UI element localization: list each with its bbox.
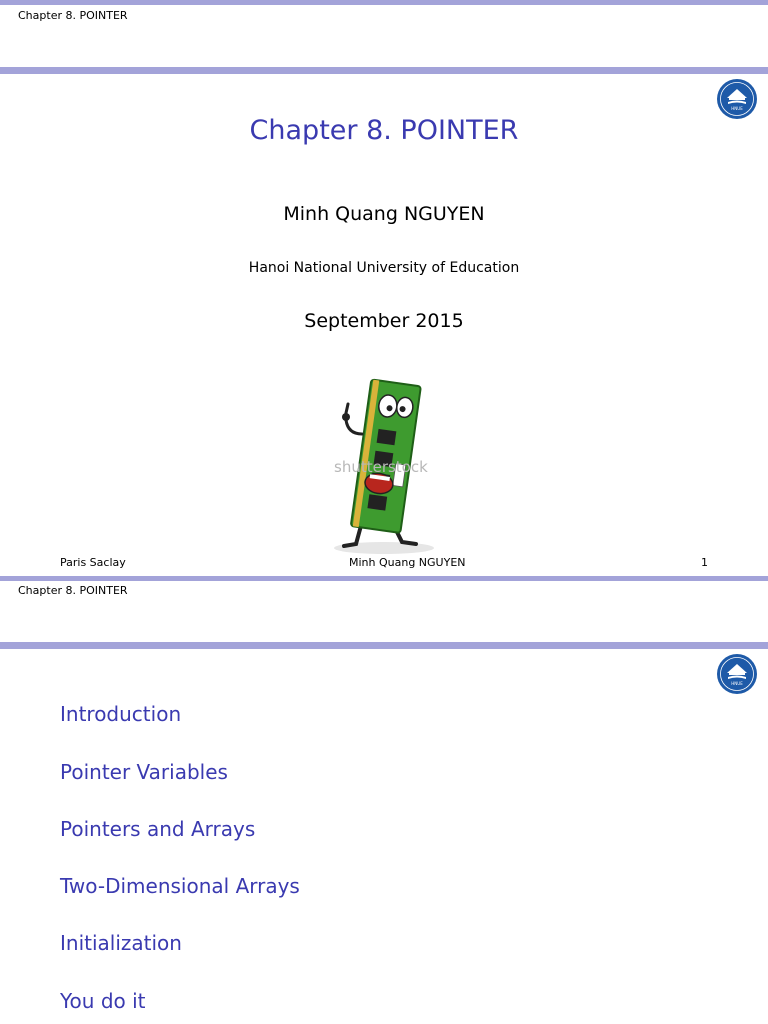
slide-title: Chapter 8. POINTER xyxy=(249,115,519,146)
logo-text: HNUE xyxy=(731,106,743,111)
toc-item-pointer-variables[interactable]: Pointer Variables xyxy=(60,760,228,784)
top-accent-bar xyxy=(0,0,768,5)
header-divider-bar xyxy=(0,67,768,74)
footer-left: Paris Saclay xyxy=(60,556,126,569)
toc-item-introduction[interactable]: Introduction xyxy=(60,702,182,726)
toc-item-initialization[interactable]: Initialization xyxy=(60,931,182,955)
institute-name: Hanoi National University of Education xyxy=(248,260,520,276)
shutterstock-watermark: shutterstock xyxy=(334,458,428,476)
hnue-logo-icon xyxy=(716,78,758,120)
toc-item-two-dimensional-arrays[interactable]: Two-Dimensional Arrays xyxy=(60,874,300,898)
footer-center: Minh Quang NGUYEN xyxy=(349,556,466,569)
logo-text: HNUE xyxy=(731,681,743,686)
hnue-logo-icon xyxy=(716,653,758,695)
toc-item-pointers-and-arrays[interactable]: Pointers and Arrays xyxy=(60,817,256,841)
footer-page-number: 1 xyxy=(701,556,708,569)
toc-item-you-do-it[interactable]: You do it xyxy=(60,989,146,1013)
header-divider-bar xyxy=(0,642,768,649)
top-accent-bar xyxy=(0,576,768,581)
presentation-date: September 2015 xyxy=(304,310,464,332)
header-chapter-title: Chapter 8. POINTER xyxy=(18,584,128,597)
header-chapter-title: Chapter 8. POINTER xyxy=(18,9,128,22)
author-name: Minh Quang NGUYEN xyxy=(283,203,485,225)
outline-slide xyxy=(0,576,768,1024)
